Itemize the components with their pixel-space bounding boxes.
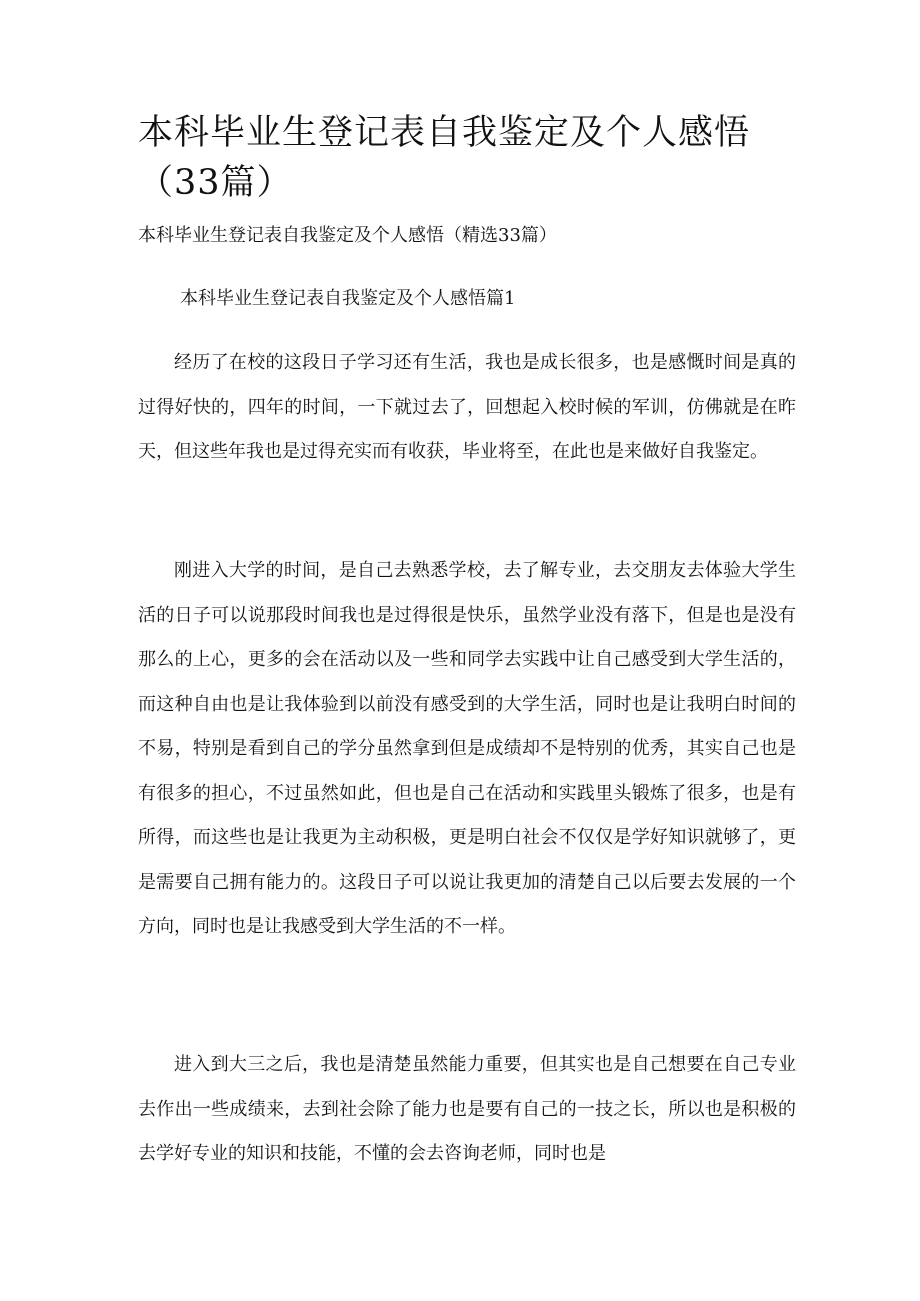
document-subtitle: 本科毕业生登记表自我鉴定及个人感悟（精选33篇） [138,225,557,246]
section-heading: 本科毕业生登记表自我鉴定及个人感悟篇1 [180,288,516,309]
document-title: 本科毕业生登记表自我鉴定及个人感悟（33篇） [138,113,751,203]
paragraph-3: 进入到大三之后，我也是清楚虽然能力重要，但其实也是自己想要在自己专业去作出一些成绩来，去到社会除了能力也是要有自己的一技之长，所以也是积极的去学好专业的知识和技能，不懂的会去咨询老师，同时也是 [138,1054,796,1164]
paragraph-1: 经历了在校的这段日子学习还有生活，我也是成长很多，也是感慨时间是真的过得好快的，四年的时间，一下就过去了，回想起入校时候的军训，仿佛就是在昨天，但这些年我也是过得充实而有收获，毕业将至，在此也是来做好自我鉴定。 [138,352,796,462]
paragraph-2: 刚进入大学的时间，是自己去熟悉学校，去了解专业，去交朋友去体验大学生活的日子可以说那段时间我也是过得很是快乐，虽然学业没有落下，但是也是没有那么的上心，更多的会在活动以及一些和同学去实践中让自己感受到大学生活的，而这种自由也是让我体验到以前没有感受到的大学生活，同时也是让我明白时间的不易，特别是看到自己的学分虽然拿到但是成绩却不是特别的优秀，其实自己也是有很多的担心，不过虽然如此，但也是自己在活动和实践里头锻炼了很多，也是有所得，而这些也是让我更为主动积极，更是明白社会不仅仅是学好知识就够了，更是需要自己拥有能力的。这段日子可以说让我更加的清楚自己以后要去发展的一个方向，同时也是让我感受到大学生活的不一样。 [138,560,796,937]
